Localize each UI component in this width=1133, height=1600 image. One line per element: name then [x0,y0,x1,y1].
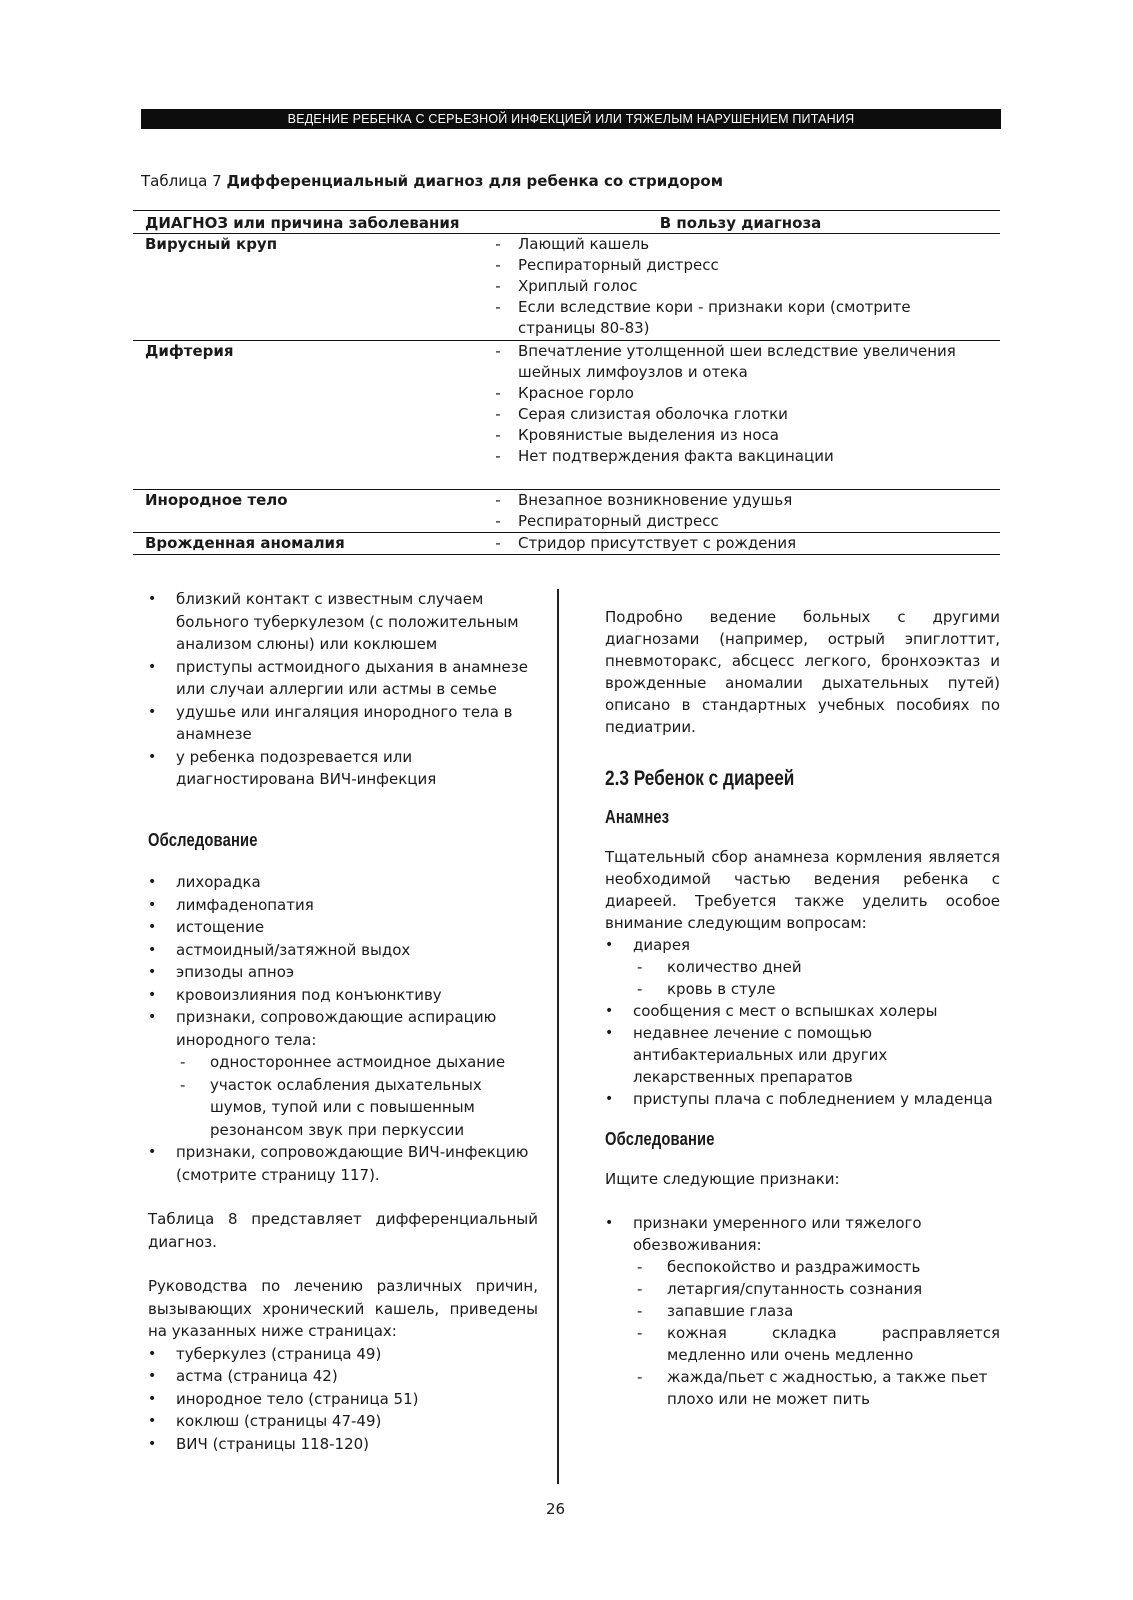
sign-item: - Впечатление утолщенной шеи вследствие увеличения шейных лимфоузлов и отека [495,342,956,381]
exam-intro: Ищите следующие признаки: [605,1170,840,1188]
diarrhea-sublist [633,956,1000,1000]
history-list [148,588,538,791]
table-row [133,234,1000,341]
list-item: • приступы плача с побледнением у младенца [605,1088,1000,1110]
list-item: • сообщения с мест о вспышках холеры [605,1000,1000,1022]
list-item: • удушье или ингаляция инородного тела в анамнезе [148,701,538,746]
signs-cell [475,490,1000,533]
exam-heading-right: Обследование [605,1129,715,1149]
table-7-caption-prefix: Таблица 7 [141,172,222,190]
sub-list-item: - беспокойство и раздражимость [633,1256,1000,1278]
sub-list-item: - кровь в стуле [633,978,1000,1000]
history-paragraph: Тщательный сбор анамнеза кормления является необходимой частью ведения ребенка с диареей. Требуется также уделить особое внимание следующим вопросам: [605,848,1000,932]
aspiration-sublist [176,1051,538,1141]
signs-cell [475,341,1000,490]
exam-heading-left: Обследование [148,829,258,850]
table-header-evidence: В пользу диагноза [475,211,1000,234]
sign-item: - Кровянистые выделения из носа [495,426,779,444]
signs-cell [475,234,1000,341]
list-item: • туберкулез (страница 49) [148,1343,538,1366]
sign-item: - Красное горло [495,384,634,402]
sign-item: - Если вследствие кори - признаки кори (смотрите страницы 80-83) [495,298,911,337]
list-item: • близкий контакт с известным случаем больного туберкулезом (с положительным анализом слюны) или коклюшем [148,588,538,656]
diagnosis-cell: Врожденная аномалия [133,533,475,555]
list-item: • ВИЧ (страницы 118-120) [148,1433,538,1456]
sign-item: - Респираторный дистресс [495,256,719,274]
list-item: • инородное тело (страница 51) [148,1388,538,1411]
table-row [133,533,1000,555]
section-heading: 2.3 Ребенок с диареей [605,767,795,790]
column-divider [557,589,559,1484]
sub-list-item: - кожная складка расправляется медленно или очень медленно [633,1322,1000,1366]
table-7-caption [141,172,723,190]
table-header-diagnosis: ДИАГНОЗ или причина заболевания [133,211,475,234]
sub-list-item: - одностороннее астмоидное дыхание [176,1051,538,1074]
right-column [605,606,1000,1410]
diarrhea-item-text: диарея [633,936,691,954]
sign-item: - Серая слизистая оболочка глотки [495,405,788,423]
list-item: • астма (страница 42) [148,1365,538,1388]
list-item [605,1212,1000,1410]
dehydration-list [605,1212,1000,1410]
sub-list-item: - жажда/пьет с жадностью, а также пьет плохо или не может пить [633,1366,1000,1410]
list-item: • коклюш (страницы 47-49) [148,1410,538,1433]
sign-item: - Лающий кашель [495,235,650,253]
sub-list-item: - запавшие глаза [633,1300,1000,1322]
signs-cell [475,533,1000,555]
list-item: • истощение [148,916,538,939]
list-item: • эпизоды апноэ [148,961,538,984]
list-item [148,1006,538,1141]
history-heading: Анамнез [605,807,670,827]
list-item: • приступы астмоидного дыхания в анамнезе или случаи аллергии или астмы в семье [148,656,538,701]
table-row [133,490,1000,533]
aspiration-item-text: признаки, сопровождающие аспирацию инородного тела: [176,1008,497,1049]
table-7-caption-title: Дифференциальный диагноз для ребенка со стридором [226,172,723,190]
sub-list-item: - участок ослабления дыхательных шумов, тупой или с повышенным резонансом звук при перкуссии [176,1074,538,1142]
sign-item: - Хриплый голос [495,277,638,295]
differential-diagnosis-table [133,210,1000,555]
sub-list-item: - летаргия/спутанность сознания [633,1278,1000,1300]
guides-paragraph: Руководства по лечению различных причин, вызывающих хронический кашель, приведены на указанных ниже страницах: [148,1277,538,1340]
dehydration-sublist [633,1256,1000,1410]
table-row [133,341,1000,490]
intro-paragraph: Подробно ведение больных с другими диагнозами (например, острый эпиглоттит, пневмоторакс, абсцесс легкого, бронхоэктаз и врожденные аномалии дыхательных путей) описано в стандартных учебных пособиях по педиатрии. [605,608,1000,736]
list-item [605,934,1000,1000]
list-item: • лимфаденопатия [148,894,538,917]
sign-item: - Респираторный дистресс [495,512,719,530]
list-item: • у ребенка подозревается или диагностирована ВИЧ-инфекция [148,746,538,791]
diagnosis-cell: Вирусный круп [133,234,475,341]
list-item: • недавнее лечение с помощью антибактериальных или других лекарственных препаратов [605,1022,1000,1088]
dehydration-item-text: признаки умеренного или тяжелого обезвоживания: [633,1214,922,1254]
exam-list [148,871,538,1186]
sign-item: - Внезапное возникновение удушья [495,491,793,509]
table8-paragraph: Таблица 8 представляет дифференциальный диагноз. [148,1210,538,1251]
left-column [148,588,538,1455]
sign-item: - Стридор присутствует с рождения [495,534,797,552]
sub-list-item: - количество дней [633,956,1000,978]
diagnosis-cell: Инородное тело [133,490,475,533]
sign-item: - Нет подтверждения факта вакцинации [495,447,834,465]
list-item: • астмоидный/затяжной выдох [148,939,538,962]
running-header: ВЕДЕНИЕ РЕБЕНКА С СЕРЬЕЗНОЙ ИНФЕКЦИЕЙ ИЛИ ТЯЖЕЛЫМ НАРУШЕНИЕМ ПИТАНИЯ [141,109,1001,129]
guides-list [148,1343,538,1456]
history-questions-list [605,934,1000,1110]
page-number: 26 [546,1500,566,1518]
list-item: • лихорадка [148,871,538,894]
list-item: • признаки, сопровождающие ВИЧ-инфекцию (смотрите страницу 117). [148,1141,538,1186]
diagnosis-cell: Дифтерия [133,341,475,490]
list-item: • кровоизлияния под конъюнктиву [148,984,538,1007]
